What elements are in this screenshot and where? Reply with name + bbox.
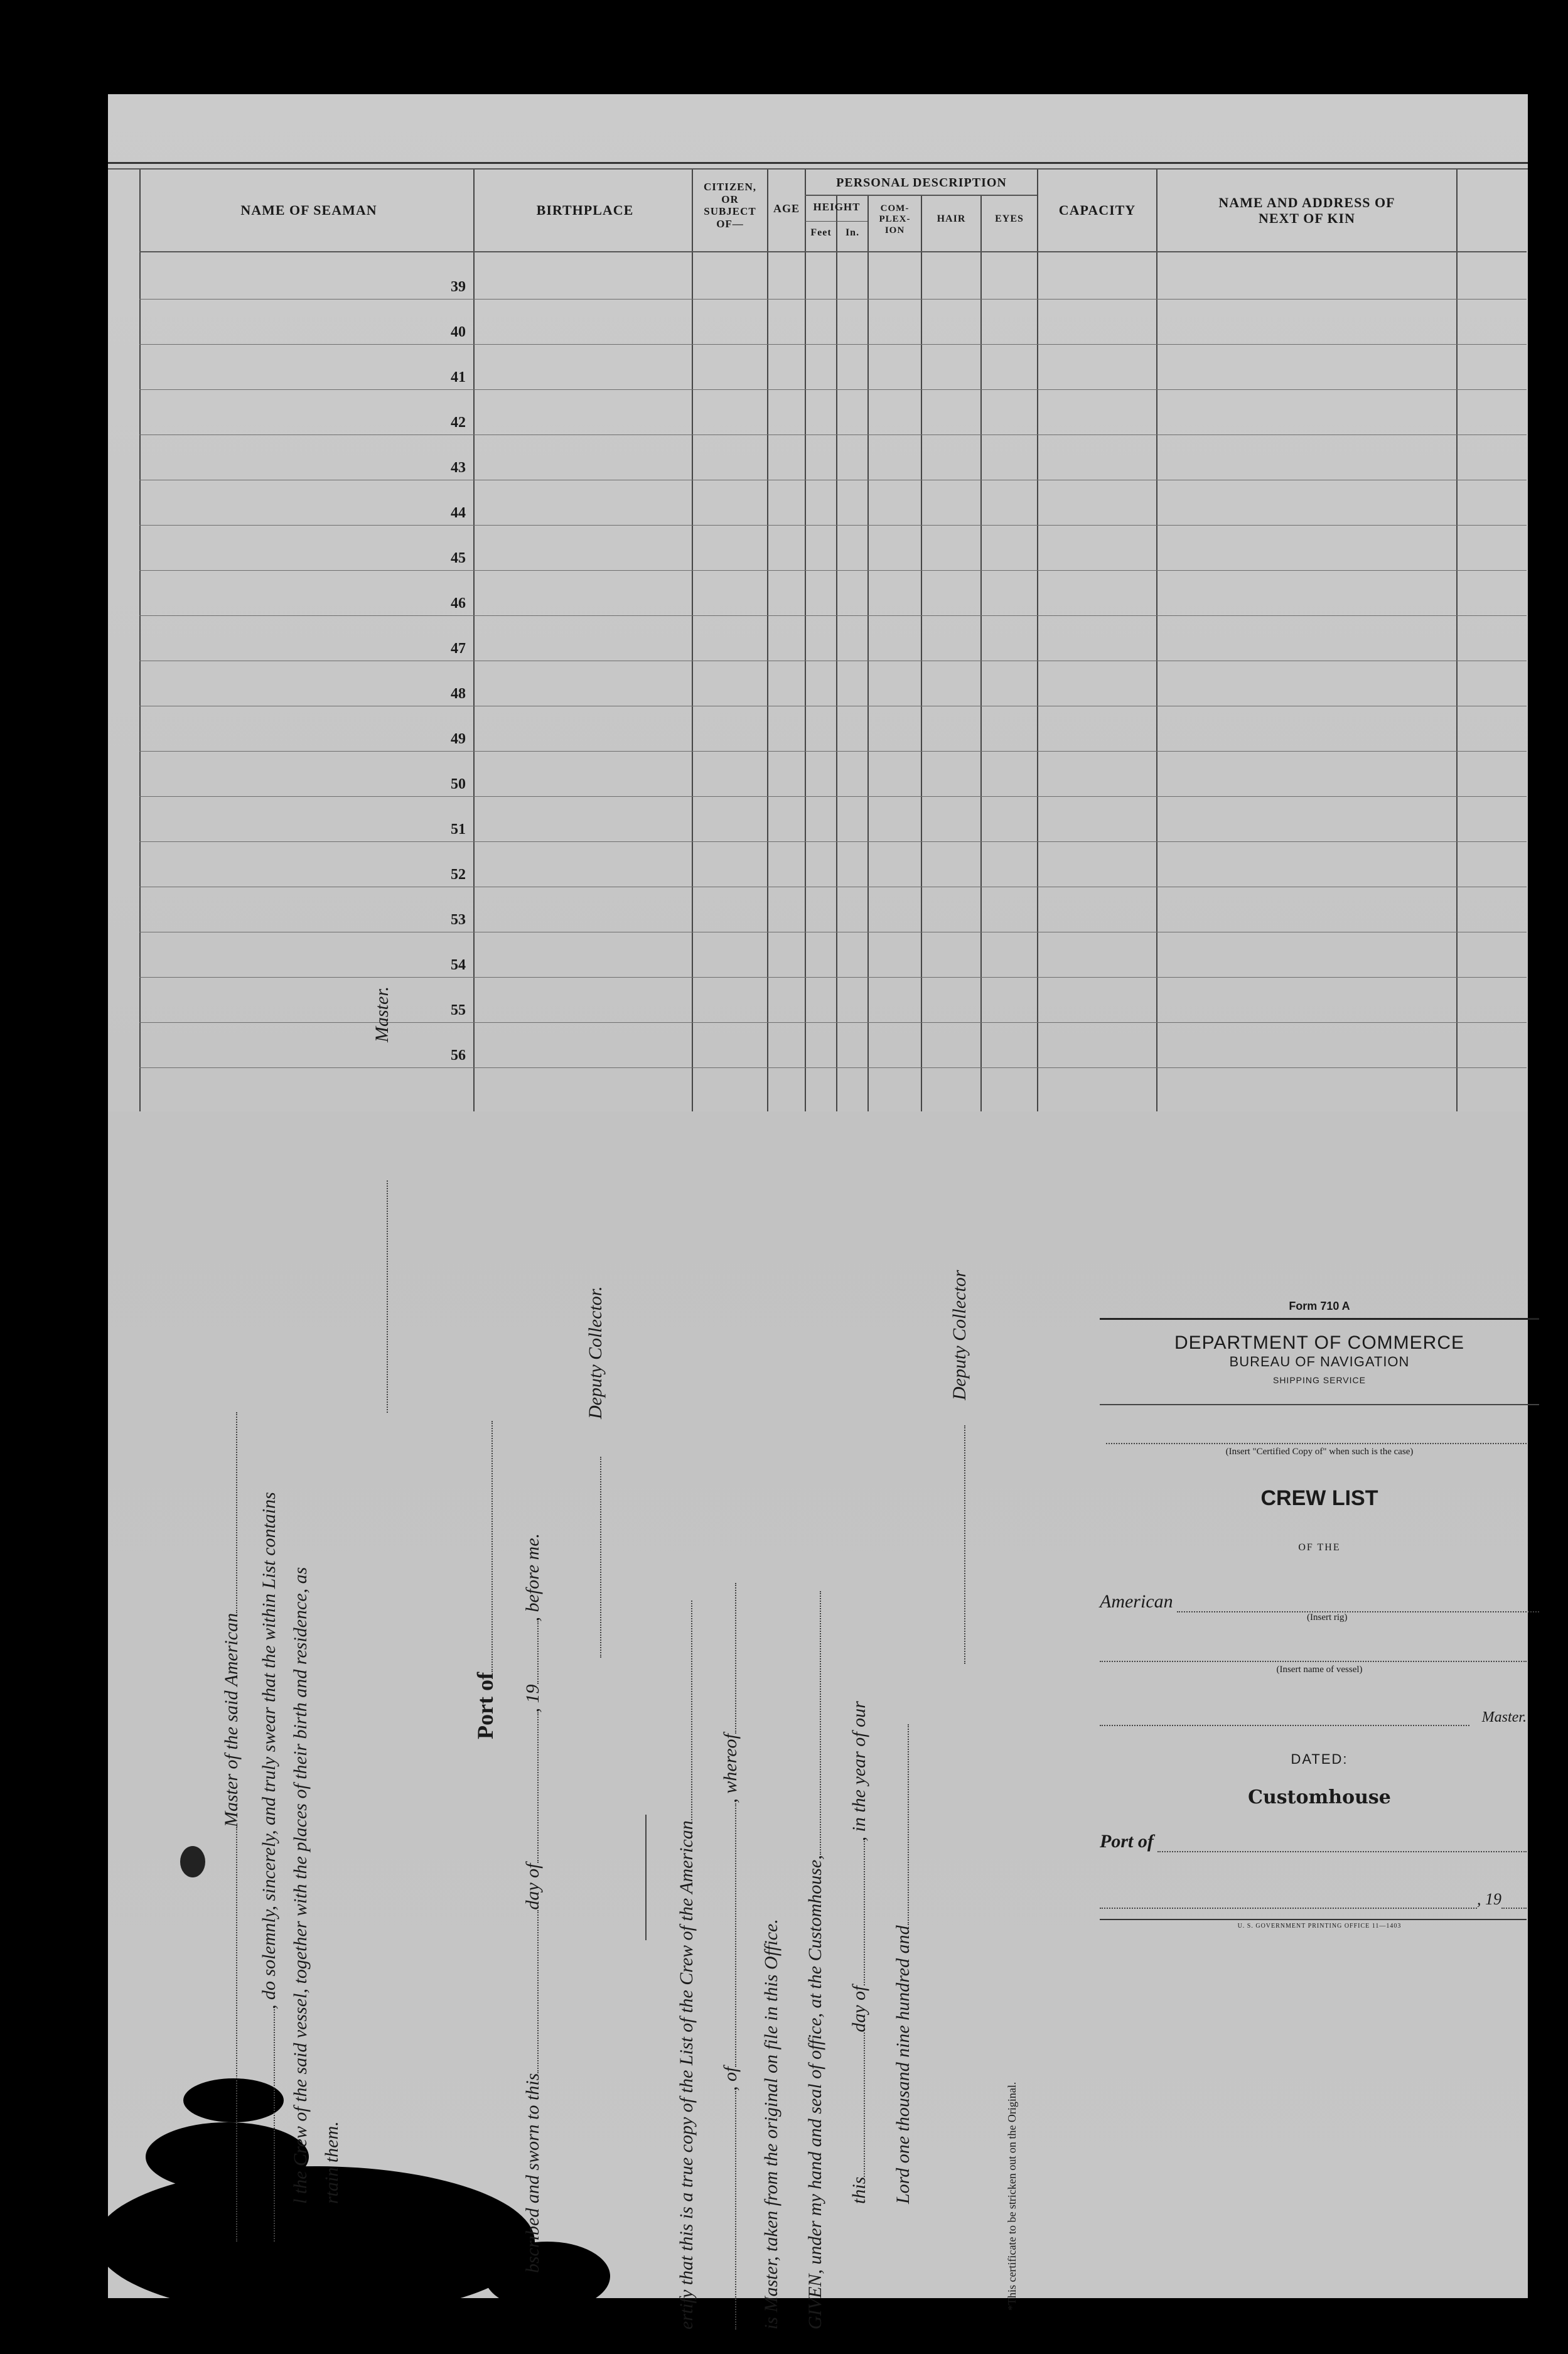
row-line — [139, 344, 1527, 345]
row-number: 52 — [451, 867, 466, 883]
department-title: DEPARTMENT OF COMMERCE — [1174, 1332, 1465, 1353]
row-number: 51 — [451, 821, 466, 838]
port-of-label: Port of — [472, 1421, 498, 1739]
col-line — [1456, 170, 1458, 1111]
footnote: *This certificate to be stricken out on the Original. — [1006, 2081, 1018, 2311]
header-bottom-line — [139, 251, 1527, 252]
header-age: AGE — [773, 202, 800, 215]
header-line — [805, 221, 867, 222]
service-title: SHIPPING SERVICE — [1272, 1375, 1366, 1385]
certify-line: ertify that this is a true copy of the List of the Crew of the American — [676, 1601, 697, 2330]
insert-certified-note: (Insert "Certified Copy of" when such is the case) — [1225, 1447, 1414, 1457]
row-line — [139, 570, 1527, 571]
row-line — [139, 1022, 1527, 1023]
row-number: 39 — [451, 279, 466, 295]
row-number: 42 — [451, 414, 466, 431]
document-sheet — [108, 94, 1528, 2330]
crew-table — [139, 170, 1527, 1111]
of-the-label: OF THE — [1298, 1542, 1341, 1553]
header-eyes: EYES — [995, 213, 1024, 224]
certified-copy-line — [1106, 1405, 1527, 1444]
header-name: NAME OF SEAMAN — [240, 202, 377, 218]
row-line — [139, 299, 1527, 300]
col-line — [1037, 170, 1038, 1111]
crew-list-title: CREW LIST — [1260, 1486, 1378, 1510]
bureau-title: BUREAU OF NAVIGATION — [1229, 1354, 1410, 1369]
customhouse-label: Customhouse — [1248, 1786, 1391, 1808]
of-line: , of, whereof — [720, 1583, 741, 2330]
oath-line-2: , do solemnly, sincerely, and truly swear that the within List contains — [259, 1492, 280, 2242]
lord-line: Lord one thousand nine hundred and — [893, 1724, 914, 2204]
oath-line-3: l the Crew of the said vessel, together with the places of their birth and residence, as — [290, 1567, 311, 2204]
col-line — [473, 170, 475, 1111]
header-line — [805, 195, 1037, 196]
master-line: Master. — [1100, 1709, 1539, 1726]
row-line — [139, 796, 1527, 797]
col-line — [139, 170, 141, 1111]
printer-note: U. S. GOVERNMENT PRINTING OFFICE 11—1403 — [1237, 1923, 1402, 1930]
insert-rig-note: (Insert rig) — [1307, 1612, 1348, 1622]
row-number: 49 — [451, 731, 466, 747]
header-citizen: CITIZEN, OR SUBJECT OF— — [703, 181, 757, 230]
header-feet: Feet — [810, 227, 832, 238]
row-line — [139, 841, 1527, 842]
vessel-name-line — [1100, 1623, 1527, 1662]
tear-mark — [95, 2166, 535, 2317]
row-number: 50 — [451, 776, 466, 792]
cover-port-line: Port of — [1100, 1831, 1539, 1852]
row-line — [139, 525, 1527, 526]
header-hair: HAIR — [937, 213, 966, 224]
dated-label: DATED: — [1291, 1751, 1348, 1767]
row-number: 56 — [451, 1047, 466, 1064]
col-line — [692, 170, 693, 1111]
subscribed-line: bscrıbed and sworn to thisday of, 19, before me. — [522, 1533, 543, 2273]
insert-vessel-note: (Insert name of vessel) — [1276, 1665, 1363, 1675]
cover-panel — [1100, 1300, 1539, 1930]
col-line — [767, 170, 768, 1111]
col-line — [836, 195, 837, 1111]
row-number: 44 — [451, 505, 466, 521]
row-number: 48 — [451, 686, 466, 702]
american-line: American — [1100, 1591, 1539, 1612]
header-height: HEIGHT — [813, 201, 861, 213]
oath-line-1: Master of the said American — [221, 1412, 242, 2242]
row-line — [139, 1067, 1527, 1068]
header-complexion: COM- PLEX- ION — [879, 203, 911, 235]
row-number: 47 — [451, 640, 466, 657]
col-line — [980, 195, 982, 1111]
col-line — [867, 195, 869, 1111]
row-number: 46 — [451, 595, 466, 612]
stain-mark — [180, 1846, 205, 1877]
row-number: 53 — [451, 912, 466, 928]
header-birthplace: BIRTHPLACE — [536, 202, 634, 218]
given-line: GIVEN, under my hand and seal of office, at the Customhouse, — [805, 1591, 826, 2330]
oath-line-4: rtain them. — [321, 2121, 342, 2204]
col-line — [921, 195, 922, 1111]
header-personal: PERSONAL DESCRIPTION — [836, 176, 1007, 190]
row-line — [139, 389, 1527, 390]
deputy-collector-1: Deputy Collector. — [585, 1286, 606, 1658]
row-line — [139, 615, 1527, 616]
row-line — [139, 751, 1527, 752]
header-capacity: CAPACITY — [1058, 202, 1136, 218]
row-number: 40 — [451, 324, 466, 340]
row-number: 43 — [451, 460, 466, 476]
row-number: 54 — [451, 957, 466, 973]
row-line — [139, 977, 1527, 978]
row-number: 41 — [451, 369, 466, 386]
row-number: 45 — [451, 550, 466, 566]
header-inches: In. — [845, 227, 860, 238]
deputy-collector-2: Deputy Collector — [949, 1270, 970, 1664]
top-rule — [108, 162, 1528, 164]
col-line — [1156, 170, 1157, 1111]
row-number: 55 — [451, 1002, 466, 1018]
this-day-line: thisday of, in the year of our — [849, 1701, 869, 2204]
col-line — [805, 170, 806, 1111]
master-signature: Master. — [372, 986, 393, 1413]
cover-year-line: , 19 — [1100, 1890, 1539, 1909]
master-taken-line: is Master, taken from the original on file in this Office. — [761, 1919, 781, 2330]
form-number: Form 710 A — [1289, 1300, 1350, 1312]
stamp-line — [645, 1815, 647, 1940]
tear-mark — [485, 2242, 610, 2311]
header-kin: NAME AND ADDRESS OF NEXT OF KIN — [1218, 195, 1395, 227]
